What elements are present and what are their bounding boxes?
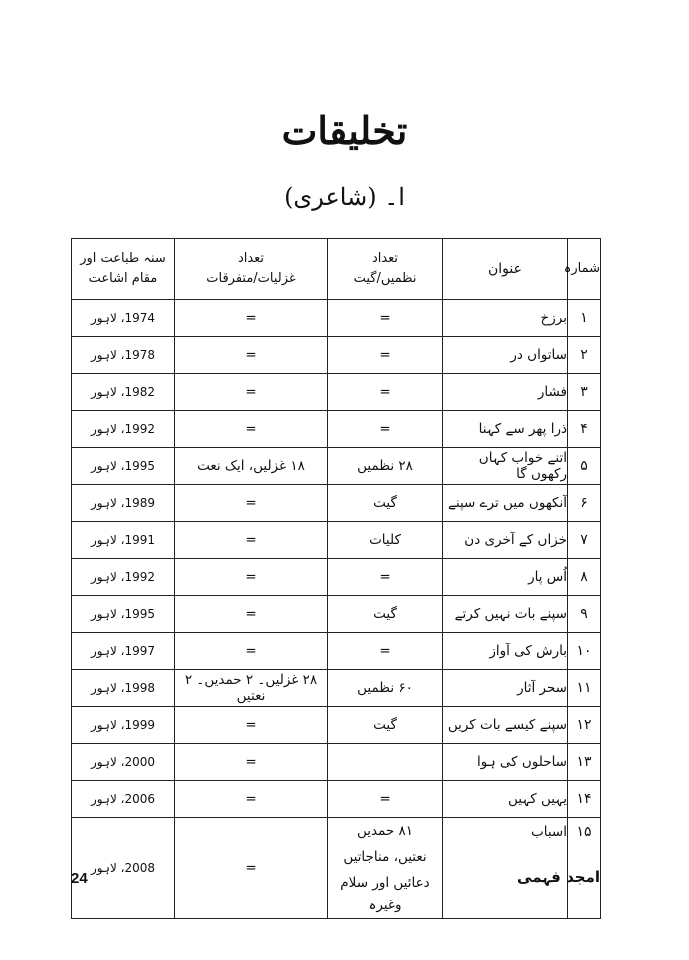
- cell-number: ۱۰: [568, 633, 601, 670]
- header-ghazals-line2: غزلیات/متفرقات: [206, 271, 296, 286]
- cell-publication: 1995، لاہور: [72, 448, 175, 485]
- cell-publication: 2006، لاہور: [72, 781, 175, 818]
- cell-poems-multiline: [328, 818, 443, 919]
- table-row: [72, 596, 601, 633]
- cell-number: ۳: [568, 374, 601, 411]
- cell-ghazals: =: [175, 744, 328, 781]
- cell-title: آنکھوں میں ترے سپنے: [443, 485, 568, 522]
- table-row: [72, 485, 601, 522]
- cell-number: ۷: [568, 522, 601, 559]
- cell-poems: ۶۰ نظمیں: [328, 670, 443, 707]
- cell-title: ذرا پھر سے کہنا: [443, 411, 568, 448]
- cell-number: ۱۳: [568, 744, 601, 781]
- works-table: [71, 238, 601, 919]
- table-row: [72, 781, 601, 818]
- cell-number: ۴: [568, 411, 601, 448]
- header-ghazals: [175, 239, 328, 300]
- cell-number: ۱۱: [568, 670, 601, 707]
- table-row: [72, 337, 601, 374]
- table-row: [72, 448, 601, 485]
- table-header-row: [72, 239, 601, 300]
- cell-publication: 1974، لاہور: [72, 300, 175, 337]
- cell-publication: 1995، لاہور: [72, 596, 175, 633]
- header-title: عنوان: [443, 239, 568, 300]
- cell-poems: گیت: [328, 485, 443, 522]
- cell-number: ۱۵: [568, 818, 601, 919]
- cell-publication: 2008، لاہور: [72, 818, 175, 919]
- cell-poems: کلیات: [328, 522, 443, 559]
- cell-number: ۹: [568, 596, 601, 633]
- cell-publication: 1989، لاہور: [72, 485, 175, 522]
- page-title: تخلیقات: [281, 108, 408, 153]
- footer-author: امجد فہمی: [517, 868, 600, 886]
- cell-publication: 1982، لاہور: [72, 374, 175, 411]
- cell-title: برزخ: [443, 300, 568, 337]
- cell-poems: گیت: [328, 707, 443, 744]
- cell-publication: 1992، لاہور: [72, 559, 175, 596]
- cell-title: ساتواں در: [443, 337, 568, 374]
- cell-ghazals: =: [175, 337, 328, 374]
- section-subtitle: ا۔ (شاعری): [284, 183, 405, 211]
- cell-poems: =: [328, 300, 443, 337]
- cell-publication: 1991، لاہور: [72, 522, 175, 559]
- cell-poems: [328, 744, 443, 781]
- cell-poems: =: [328, 559, 443, 596]
- table-row: [72, 633, 601, 670]
- cell-title: سحر آثار: [443, 670, 568, 707]
- cell-ghazals: =: [175, 818, 328, 919]
- cell-ghazals: ۱۸ غزلیں، ایک نعت: [175, 448, 328, 485]
- table-row: [72, 744, 601, 781]
- cell-ghazals: ۲۸ غزلیں۔ ۲ حمدیں۔ ۲ نعتیں: [175, 670, 328, 707]
- table-row: [72, 707, 601, 744]
- cell-title: اسباب: [443, 818, 568, 919]
- cell-title: ساحلوں کی ہوا: [443, 744, 568, 781]
- cell-title: بارش کی آواز: [443, 633, 568, 670]
- cell-poems: گیت: [328, 596, 443, 633]
- cell-poems-line1: ۸۱ حمدیں: [356, 823, 414, 839]
- cell-publication: 1978، لاہور: [72, 337, 175, 374]
- cell-ghazals: =: [175, 596, 328, 633]
- header-poems-line1: تعداد: [371, 251, 399, 266]
- cell-title: یہیں کہیں: [443, 781, 568, 818]
- cell-publication: 1992، لاہور: [72, 411, 175, 448]
- cell-ghazals: =: [175, 411, 328, 448]
- cell-publication: 1999، لاہور: [72, 707, 175, 744]
- cell-ghazals: =: [175, 374, 328, 411]
- table-row: [72, 559, 601, 596]
- cell-number: ۱: [568, 300, 601, 337]
- table-row: [72, 300, 601, 337]
- cell-ghazals: =: [175, 633, 328, 670]
- cell-title: اتنے خواب کہاں رکھوں گا: [443, 448, 568, 485]
- cell-poems-line3: دعائیں اور سلام وغیرہ: [340, 875, 430, 913]
- header-pub-line1: سنہ طباعت اور: [80, 251, 166, 266]
- cell-ghazals: =: [175, 781, 328, 818]
- header-publication: [72, 239, 175, 300]
- cell-ghazals: =: [175, 522, 328, 559]
- cell-ghazals: =: [175, 559, 328, 596]
- table-row: [72, 670, 601, 707]
- cell-number: ۲: [568, 337, 601, 374]
- cell-publication: 1998، لاہور: [72, 670, 175, 707]
- table-row: [72, 411, 601, 448]
- cell-number: ۸: [568, 559, 601, 596]
- cell-number: ۱۴: [568, 781, 601, 818]
- cell-publication: 1997، لاہور: [72, 633, 175, 670]
- cell-ghazals: =: [175, 300, 328, 337]
- cell-poems: =: [328, 781, 443, 818]
- table-row: [72, 374, 601, 411]
- cell-poems: =: [328, 633, 443, 670]
- cell-poems-line2: نعتیں، مناجاتیں: [343, 849, 427, 865]
- cell-publication: 2000، لاہور: [72, 744, 175, 781]
- table-body: [72, 300, 601, 919]
- header-number: شمارہ: [568, 239, 601, 300]
- cell-poems: =: [328, 411, 443, 448]
- page-number: 24: [71, 870, 88, 887]
- cell-ghazals: =: [175, 707, 328, 744]
- cell-poems: ۲۸ نظمیں: [328, 448, 443, 485]
- cell-title: فشار: [443, 374, 568, 411]
- header-pub-line2: مقام اشاعت: [88, 271, 158, 286]
- header-ghazals-line1: تعداد: [237, 251, 265, 266]
- cell-number: ۶: [568, 485, 601, 522]
- table-row: [72, 522, 601, 559]
- cell-ghazals: =: [175, 485, 328, 522]
- header-poems-line2: نظمیں/گیت: [353, 271, 417, 286]
- cell-title: سپنے کیسے بات کریں: [443, 707, 568, 744]
- cell-poems: =: [328, 337, 443, 374]
- cell-title: خزاں کے آخری دن: [443, 522, 568, 559]
- cell-number: ۱۲: [568, 707, 601, 744]
- cell-title: سپنے بات نہیں کرتے: [443, 596, 568, 633]
- cell-number: ۵: [568, 448, 601, 485]
- header-poems: [328, 239, 443, 300]
- cell-poems: =: [328, 374, 443, 411]
- cell-title: اُس پار: [443, 559, 568, 596]
